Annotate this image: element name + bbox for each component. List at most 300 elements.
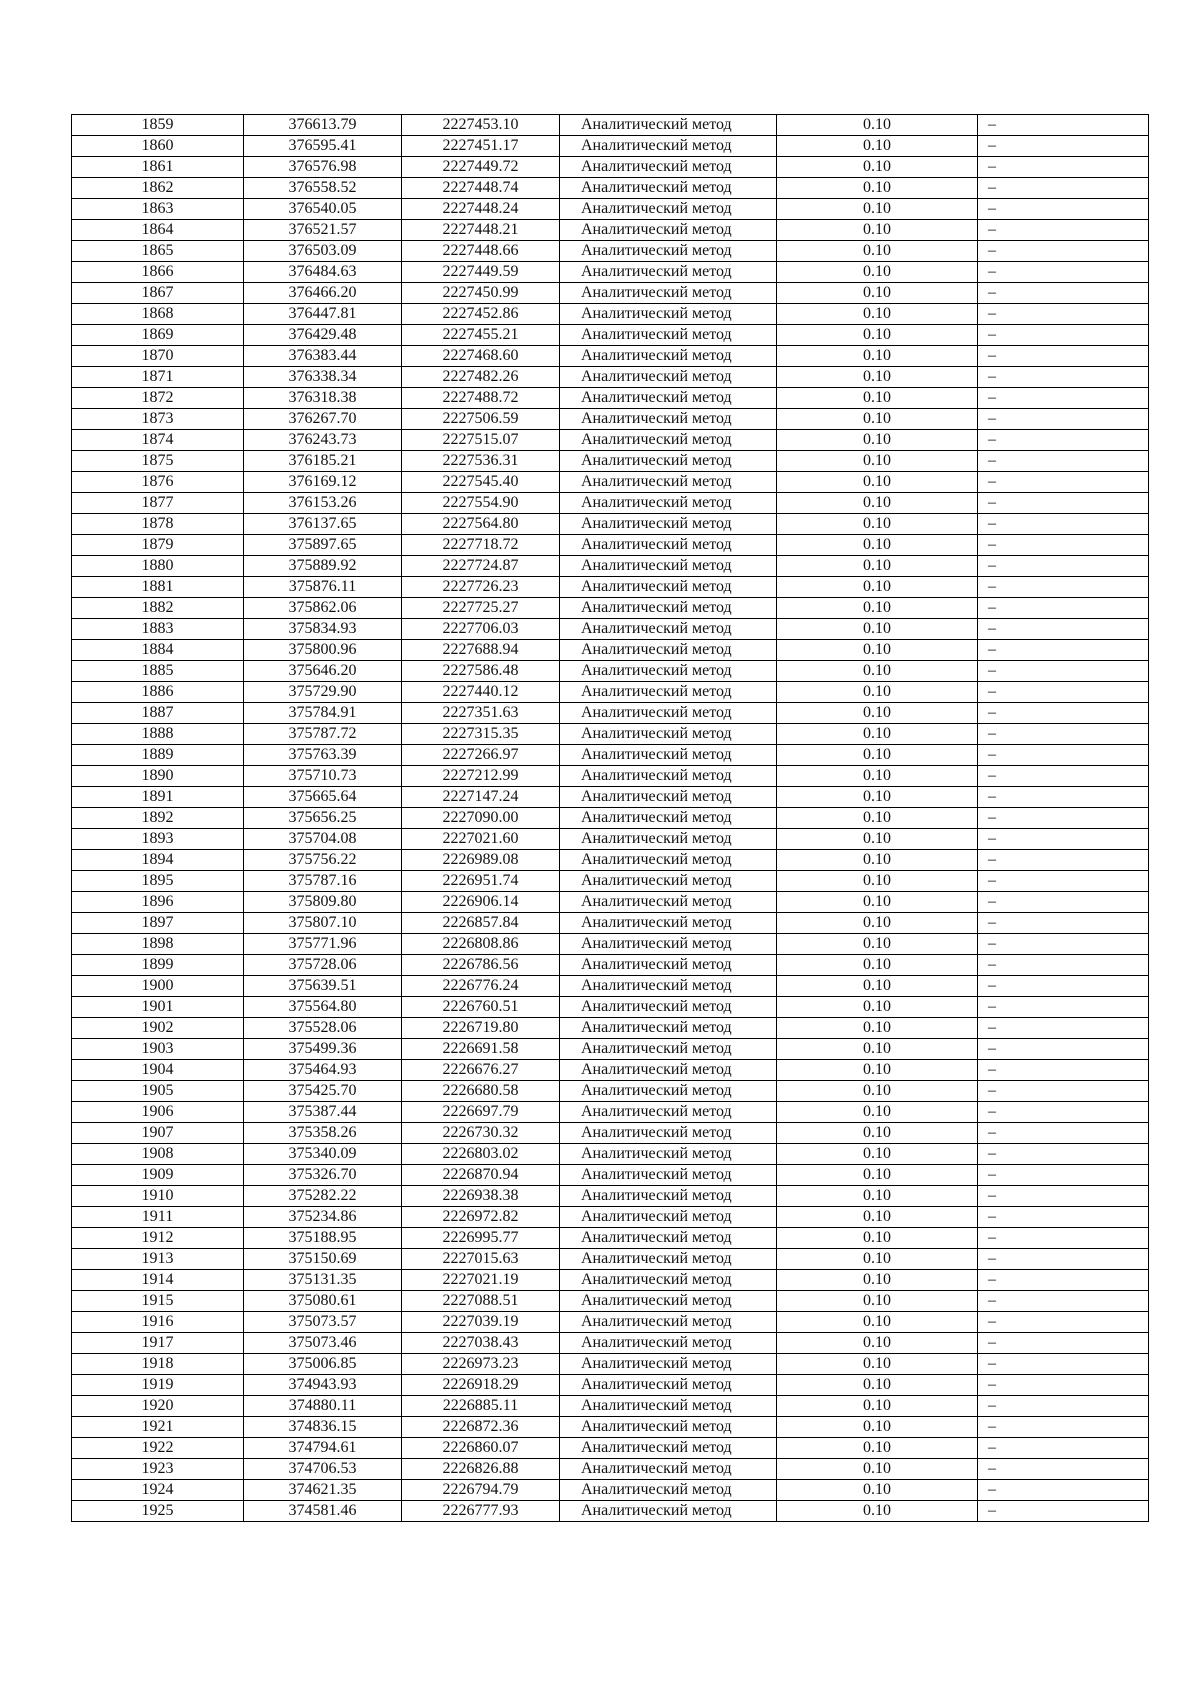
point-number-cell: 1903 bbox=[72, 1039, 244, 1060]
note-cell: – bbox=[978, 1291, 1149, 1312]
method-cell: Аналитический метод bbox=[560, 304, 777, 325]
table-row bbox=[72, 913, 1149, 934]
method-cell: Аналитический метод bbox=[560, 1123, 777, 1144]
y-coordinate-cell: 2226973.23 bbox=[402, 1354, 560, 1375]
table-row bbox=[72, 241, 1149, 262]
note-cell: – bbox=[978, 1396, 1149, 1417]
x-coordinate-cell: 374836.15 bbox=[244, 1417, 402, 1438]
note-cell: – bbox=[978, 472, 1149, 493]
x-coordinate-cell: 374621.35 bbox=[244, 1480, 402, 1501]
point-number-cell: 1859 bbox=[72, 115, 244, 136]
table-row bbox=[72, 1144, 1149, 1165]
accuracy-cell: 0.10 bbox=[777, 430, 978, 451]
y-coordinate-cell: 2227718.72 bbox=[402, 535, 560, 556]
table-row bbox=[72, 220, 1149, 241]
y-coordinate-cell: 2227726.23 bbox=[402, 577, 560, 598]
y-coordinate-cell: 2227724.87 bbox=[402, 556, 560, 577]
accuracy-cell: 0.10 bbox=[777, 1417, 978, 1438]
point-number-cell: 1873 bbox=[72, 409, 244, 430]
x-coordinate-cell: 375729.90 bbox=[244, 682, 402, 703]
method-cell: Аналитический метод bbox=[560, 199, 777, 220]
method-cell: Аналитический метод bbox=[560, 1270, 777, 1291]
point-number-cell: 1913 bbox=[72, 1249, 244, 1270]
accuracy-cell: 0.10 bbox=[777, 997, 978, 1018]
table-row bbox=[72, 661, 1149, 682]
x-coordinate-cell: 375282.22 bbox=[244, 1186, 402, 1207]
x-coordinate-cell: 374794.61 bbox=[244, 1438, 402, 1459]
method-cell: Аналитический метод bbox=[560, 1039, 777, 1060]
note-cell: – bbox=[978, 703, 1149, 724]
note-cell: – bbox=[978, 304, 1149, 325]
y-coordinate-cell: 2227212.99 bbox=[402, 766, 560, 787]
accuracy-cell: 0.10 bbox=[777, 640, 978, 661]
accuracy-cell: 0.10 bbox=[777, 934, 978, 955]
accuracy-cell: 0.10 bbox=[777, 1396, 978, 1417]
y-coordinate-cell: 2227453.10 bbox=[402, 115, 560, 136]
accuracy-cell: 0.10 bbox=[777, 577, 978, 598]
accuracy-cell: 0.10 bbox=[777, 409, 978, 430]
x-coordinate-cell: 375862.06 bbox=[244, 598, 402, 619]
table-row bbox=[72, 703, 1149, 724]
y-coordinate-cell: 2227147.24 bbox=[402, 787, 560, 808]
table-body bbox=[72, 115, 1149, 1522]
method-cell: Аналитический метод bbox=[560, 1018, 777, 1039]
table-row bbox=[72, 1459, 1149, 1480]
point-number-cell: 1876 bbox=[72, 472, 244, 493]
method-cell: Аналитический метод bbox=[560, 640, 777, 661]
method-cell: Аналитический метод bbox=[560, 787, 777, 808]
method-cell: Аналитический метод bbox=[560, 556, 777, 577]
accuracy-cell: 0.10 bbox=[777, 493, 978, 514]
accuracy-cell: 0.10 bbox=[777, 304, 978, 325]
method-cell: Аналитический метод bbox=[560, 1417, 777, 1438]
table-row bbox=[72, 850, 1149, 871]
y-coordinate-cell: 2227688.94 bbox=[402, 640, 560, 661]
x-coordinate-cell: 376383.44 bbox=[244, 346, 402, 367]
y-coordinate-cell: 2227468.60 bbox=[402, 346, 560, 367]
table-row bbox=[72, 304, 1149, 325]
accuracy-cell: 0.10 bbox=[777, 619, 978, 640]
note-cell: – bbox=[978, 1312, 1149, 1333]
note-cell: – bbox=[978, 514, 1149, 535]
accuracy-cell: 0.10 bbox=[777, 115, 978, 136]
point-number-cell: 1916 bbox=[72, 1312, 244, 1333]
note-cell: – bbox=[978, 1438, 1149, 1459]
note-cell: – bbox=[978, 346, 1149, 367]
method-cell: Аналитический метод bbox=[560, 1081, 777, 1102]
accuracy-cell: 0.10 bbox=[777, 1312, 978, 1333]
method-cell: Аналитический метод bbox=[560, 1165, 777, 1186]
note-cell: – bbox=[978, 745, 1149, 766]
table-row bbox=[72, 1249, 1149, 1270]
point-number-cell: 1906 bbox=[72, 1102, 244, 1123]
note-cell: – bbox=[978, 955, 1149, 976]
note-cell: – bbox=[978, 661, 1149, 682]
note-cell: – bbox=[978, 787, 1149, 808]
point-number-cell: 1878 bbox=[72, 514, 244, 535]
table-row bbox=[72, 997, 1149, 1018]
point-number-cell: 1888 bbox=[72, 724, 244, 745]
x-coordinate-cell: 375889.92 bbox=[244, 556, 402, 577]
accuracy-cell: 0.10 bbox=[777, 220, 978, 241]
y-coordinate-cell: 2227266.97 bbox=[402, 745, 560, 766]
method-cell: Аналитический метод bbox=[560, 1144, 777, 1165]
method-cell: Аналитический метод bbox=[560, 1354, 777, 1375]
method-cell: Аналитический метод bbox=[560, 157, 777, 178]
method-cell: Аналитический метод bbox=[560, 619, 777, 640]
x-coordinate-cell: 375073.57 bbox=[244, 1312, 402, 1333]
x-coordinate-cell: 376185.21 bbox=[244, 451, 402, 472]
point-number-cell: 1902 bbox=[72, 1018, 244, 1039]
accuracy-cell: 0.10 bbox=[777, 892, 978, 913]
point-number-cell: 1923 bbox=[72, 1459, 244, 1480]
y-coordinate-cell: 2227515.07 bbox=[402, 430, 560, 451]
table-row bbox=[72, 745, 1149, 766]
point-number-cell: 1896 bbox=[72, 892, 244, 913]
point-number-cell: 1925 bbox=[72, 1501, 244, 1522]
note-cell: – bbox=[978, 1102, 1149, 1123]
point-number-cell: 1918 bbox=[72, 1354, 244, 1375]
y-coordinate-cell: 2227554.90 bbox=[402, 493, 560, 514]
method-cell: Аналитический метод bbox=[560, 535, 777, 556]
x-coordinate-cell: 375809.80 bbox=[244, 892, 402, 913]
table-row bbox=[72, 1186, 1149, 1207]
x-coordinate-cell: 376521.57 bbox=[244, 220, 402, 241]
method-cell: Аналитический метод bbox=[560, 388, 777, 409]
x-coordinate-cell: 376576.98 bbox=[244, 157, 402, 178]
point-number-cell: 1894 bbox=[72, 850, 244, 871]
accuracy-cell: 0.10 bbox=[777, 787, 978, 808]
accuracy-cell: 0.10 bbox=[777, 1207, 978, 1228]
method-cell: Аналитический метод bbox=[560, 997, 777, 1018]
accuracy-cell: 0.10 bbox=[777, 241, 978, 262]
point-number-cell: 1904 bbox=[72, 1060, 244, 1081]
note-cell: – bbox=[978, 1354, 1149, 1375]
accuracy-cell: 0.10 bbox=[777, 1165, 978, 1186]
accuracy-cell: 0.10 bbox=[777, 976, 978, 997]
point-number-cell: 1861 bbox=[72, 157, 244, 178]
table-row bbox=[72, 808, 1149, 829]
table-row bbox=[72, 472, 1149, 493]
x-coordinate-cell: 376267.70 bbox=[244, 409, 402, 430]
table-row bbox=[72, 325, 1149, 346]
note-cell: – bbox=[978, 556, 1149, 577]
x-coordinate-cell: 375528.06 bbox=[244, 1018, 402, 1039]
note-cell: – bbox=[978, 934, 1149, 955]
point-number-cell: 1899 bbox=[72, 955, 244, 976]
y-coordinate-cell: 2227448.21 bbox=[402, 220, 560, 241]
accuracy-cell: 0.10 bbox=[777, 703, 978, 724]
accuracy-cell: 0.10 bbox=[777, 346, 978, 367]
method-cell: Аналитический метод bbox=[560, 283, 777, 304]
table-row bbox=[72, 1417, 1149, 1438]
x-coordinate-cell: 375234.86 bbox=[244, 1207, 402, 1228]
table-row bbox=[72, 451, 1149, 472]
method-cell: Аналитический метод bbox=[560, 514, 777, 535]
accuracy-cell: 0.10 bbox=[777, 1144, 978, 1165]
y-coordinate-cell: 2226860.07 bbox=[402, 1438, 560, 1459]
accuracy-cell: 0.10 bbox=[777, 262, 978, 283]
point-number-cell: 1883 bbox=[72, 619, 244, 640]
accuracy-cell: 0.10 bbox=[777, 283, 978, 304]
x-coordinate-cell: 375787.16 bbox=[244, 871, 402, 892]
note-cell: – bbox=[978, 997, 1149, 1018]
x-coordinate-cell: 375834.93 bbox=[244, 619, 402, 640]
y-coordinate-cell: 2226676.27 bbox=[402, 1060, 560, 1081]
y-coordinate-cell: 2227725.27 bbox=[402, 598, 560, 619]
note-cell: – bbox=[978, 1123, 1149, 1144]
table-row bbox=[72, 1312, 1149, 1333]
accuracy-cell: 0.10 bbox=[777, 913, 978, 934]
note-cell: – bbox=[978, 1249, 1149, 1270]
x-coordinate-cell: 375807.10 bbox=[244, 913, 402, 934]
point-number-cell: 1889 bbox=[72, 745, 244, 766]
x-coordinate-cell: 376137.65 bbox=[244, 514, 402, 535]
accuracy-cell: 0.10 bbox=[777, 1018, 978, 1039]
note-cell: – bbox=[978, 262, 1149, 283]
x-coordinate-cell: 375358.26 bbox=[244, 1123, 402, 1144]
y-coordinate-cell: 2226691.58 bbox=[402, 1039, 560, 1060]
table-row bbox=[72, 766, 1149, 787]
method-cell: Аналитический метод bbox=[560, 262, 777, 283]
accuracy-cell: 0.10 bbox=[777, 388, 978, 409]
accuracy-cell: 0.10 bbox=[777, 1480, 978, 1501]
method-cell: Аналитический метод bbox=[560, 703, 777, 724]
note-cell: – bbox=[978, 430, 1149, 451]
x-coordinate-cell: 375006.85 bbox=[244, 1354, 402, 1375]
point-number-cell: 1907 bbox=[72, 1123, 244, 1144]
y-coordinate-cell: 2226885.11 bbox=[402, 1396, 560, 1417]
note-cell: – bbox=[978, 892, 1149, 913]
method-cell: Аналитический метод bbox=[560, 346, 777, 367]
accuracy-cell: 0.10 bbox=[777, 1354, 978, 1375]
point-number-cell: 1905 bbox=[72, 1081, 244, 1102]
x-coordinate-cell: 375131.35 bbox=[244, 1270, 402, 1291]
note-cell: – bbox=[978, 1333, 1149, 1354]
note-cell: – bbox=[978, 451, 1149, 472]
y-coordinate-cell: 2226803.02 bbox=[402, 1144, 560, 1165]
accuracy-cell: 0.10 bbox=[777, 1501, 978, 1522]
table-row bbox=[72, 1207, 1149, 1228]
point-number-cell: 1880 bbox=[72, 556, 244, 577]
method-cell: Аналитический метод bbox=[560, 577, 777, 598]
x-coordinate-cell: 375464.93 bbox=[244, 1060, 402, 1081]
accuracy-cell: 0.10 bbox=[777, 808, 978, 829]
y-coordinate-cell: 2227448.66 bbox=[402, 241, 560, 262]
y-coordinate-cell: 2227015.63 bbox=[402, 1249, 560, 1270]
accuracy-cell: 0.10 bbox=[777, 1333, 978, 1354]
method-cell: Аналитический метод bbox=[560, 241, 777, 262]
point-number-cell: 1866 bbox=[72, 262, 244, 283]
table-row bbox=[72, 430, 1149, 451]
y-coordinate-cell: 2226995.77 bbox=[402, 1228, 560, 1249]
accuracy-cell: 0.10 bbox=[777, 661, 978, 682]
x-coordinate-cell: 375340.09 bbox=[244, 1144, 402, 1165]
accuracy-cell: 0.10 bbox=[777, 829, 978, 850]
x-coordinate-cell: 375564.80 bbox=[244, 997, 402, 1018]
point-number-cell: 1863 bbox=[72, 199, 244, 220]
note-cell: – bbox=[978, 1501, 1149, 1522]
table-row bbox=[72, 493, 1149, 514]
y-coordinate-cell: 2226730.32 bbox=[402, 1123, 560, 1144]
table-row bbox=[72, 1396, 1149, 1417]
y-coordinate-cell: 2227545.40 bbox=[402, 472, 560, 493]
table-row bbox=[72, 724, 1149, 745]
x-coordinate-cell: 376243.73 bbox=[244, 430, 402, 451]
method-cell: Аналитический метод bbox=[560, 766, 777, 787]
accuracy-cell: 0.10 bbox=[777, 367, 978, 388]
note-cell: – bbox=[978, 913, 1149, 934]
table-row bbox=[72, 136, 1149, 157]
note-cell: – bbox=[978, 241, 1149, 262]
accuracy-cell: 0.10 bbox=[777, 850, 978, 871]
method-cell: Аналитический метод bbox=[560, 682, 777, 703]
point-number-cell: 1881 bbox=[72, 577, 244, 598]
y-coordinate-cell: 2226776.24 bbox=[402, 976, 560, 997]
table-row bbox=[72, 1333, 1149, 1354]
accuracy-cell: 0.10 bbox=[777, 1438, 978, 1459]
note-cell: – bbox=[978, 766, 1149, 787]
y-coordinate-cell: 2226918.29 bbox=[402, 1375, 560, 1396]
y-coordinate-cell: 2226786.56 bbox=[402, 955, 560, 976]
method-cell: Аналитический метод bbox=[560, 1060, 777, 1081]
point-number-cell: 1870 bbox=[72, 346, 244, 367]
note-cell: – bbox=[978, 1081, 1149, 1102]
x-coordinate-cell: 376466.20 bbox=[244, 283, 402, 304]
y-coordinate-cell: 2227440.12 bbox=[402, 682, 560, 703]
y-coordinate-cell: 2227482.26 bbox=[402, 367, 560, 388]
coordinates-table bbox=[71, 114, 1149, 1522]
table-row bbox=[72, 157, 1149, 178]
note-cell: – bbox=[978, 808, 1149, 829]
y-coordinate-cell: 2227090.00 bbox=[402, 808, 560, 829]
point-number-cell: 1875 bbox=[72, 451, 244, 472]
note-cell: – bbox=[978, 1018, 1149, 1039]
note-cell: – bbox=[978, 1480, 1149, 1501]
point-number-cell: 1910 bbox=[72, 1186, 244, 1207]
x-coordinate-cell: 375150.69 bbox=[244, 1249, 402, 1270]
x-coordinate-cell: 375704.08 bbox=[244, 829, 402, 850]
x-coordinate-cell: 375728.06 bbox=[244, 955, 402, 976]
table-row bbox=[72, 682, 1149, 703]
accuracy-cell: 0.10 bbox=[777, 325, 978, 346]
y-coordinate-cell: 2227315.35 bbox=[402, 724, 560, 745]
point-number-cell: 1864 bbox=[72, 220, 244, 241]
table-row bbox=[72, 976, 1149, 997]
note-cell: – bbox=[978, 871, 1149, 892]
point-number-cell: 1879 bbox=[72, 535, 244, 556]
note-cell: – bbox=[978, 325, 1149, 346]
point-number-cell: 1917 bbox=[72, 1333, 244, 1354]
x-coordinate-cell: 375771.96 bbox=[244, 934, 402, 955]
table-row bbox=[72, 1438, 1149, 1459]
accuracy-cell: 0.10 bbox=[777, 1228, 978, 1249]
table-row bbox=[72, 1291, 1149, 1312]
note-cell: – bbox=[978, 640, 1149, 661]
y-coordinate-cell: 2227021.60 bbox=[402, 829, 560, 850]
note-cell: – bbox=[978, 1144, 1149, 1165]
x-coordinate-cell: 376338.34 bbox=[244, 367, 402, 388]
table-row bbox=[72, 1102, 1149, 1123]
y-coordinate-cell: 2227351.63 bbox=[402, 703, 560, 724]
method-cell: Аналитический метод bbox=[560, 409, 777, 430]
table-row bbox=[72, 829, 1149, 850]
point-number-cell: 1901 bbox=[72, 997, 244, 1018]
y-coordinate-cell: 2226760.51 bbox=[402, 997, 560, 1018]
point-number-cell: 1862 bbox=[72, 178, 244, 199]
method-cell: Аналитический метод bbox=[560, 1249, 777, 1270]
y-coordinate-cell: 2226719.80 bbox=[402, 1018, 560, 1039]
method-cell: Аналитический метод bbox=[560, 1438, 777, 1459]
y-coordinate-cell: 2227038.43 bbox=[402, 1333, 560, 1354]
table-row bbox=[72, 892, 1149, 913]
y-coordinate-cell: 2227449.72 bbox=[402, 157, 560, 178]
point-number-cell: 1908 bbox=[72, 1144, 244, 1165]
table-row bbox=[72, 871, 1149, 892]
point-number-cell: 1900 bbox=[72, 976, 244, 997]
note-cell: – bbox=[978, 1207, 1149, 1228]
y-coordinate-cell: 2227450.99 bbox=[402, 283, 560, 304]
table-row bbox=[72, 1165, 1149, 1186]
point-number-cell: 1892 bbox=[72, 808, 244, 829]
table-row bbox=[72, 577, 1149, 598]
table-row bbox=[72, 1039, 1149, 1060]
method-cell: Аналитический метод bbox=[560, 829, 777, 850]
accuracy-cell: 0.10 bbox=[777, 871, 978, 892]
method-cell: Аналитический метод bbox=[560, 115, 777, 136]
method-cell: Аналитический метод bbox=[560, 745, 777, 766]
x-coordinate-cell: 375656.25 bbox=[244, 808, 402, 829]
method-cell: Аналитический метод bbox=[560, 1291, 777, 1312]
accuracy-cell: 0.10 bbox=[777, 1291, 978, 1312]
accuracy-cell: 0.10 bbox=[777, 682, 978, 703]
accuracy-cell: 0.10 bbox=[777, 157, 978, 178]
x-coordinate-cell: 374706.53 bbox=[244, 1459, 402, 1480]
x-coordinate-cell: 375710.73 bbox=[244, 766, 402, 787]
note-cell: – bbox=[978, 1375, 1149, 1396]
table-row bbox=[72, 514, 1149, 535]
point-number-cell: 1872 bbox=[72, 388, 244, 409]
accuracy-cell: 0.10 bbox=[777, 535, 978, 556]
x-coordinate-cell: 376429.48 bbox=[244, 325, 402, 346]
note-cell: – bbox=[978, 682, 1149, 703]
accuracy-cell: 0.10 bbox=[777, 1060, 978, 1081]
method-cell: Аналитический метод bbox=[560, 136, 777, 157]
y-coordinate-cell: 2226857.84 bbox=[402, 913, 560, 934]
accuracy-cell: 0.10 bbox=[777, 1249, 978, 1270]
note-cell: – bbox=[978, 598, 1149, 619]
point-number-cell: 1885 bbox=[72, 661, 244, 682]
x-coordinate-cell: 375646.20 bbox=[244, 661, 402, 682]
note-cell: – bbox=[978, 115, 1149, 136]
table-row bbox=[72, 262, 1149, 283]
y-coordinate-cell: 2226794.79 bbox=[402, 1480, 560, 1501]
y-coordinate-cell: 2227506.59 bbox=[402, 409, 560, 430]
table-row bbox=[72, 556, 1149, 577]
y-coordinate-cell: 2226680.58 bbox=[402, 1081, 560, 1102]
x-coordinate-cell: 375665.64 bbox=[244, 787, 402, 808]
point-number-cell: 1882 bbox=[72, 598, 244, 619]
note-cell: – bbox=[978, 1417, 1149, 1438]
method-cell: Аналитический метод bbox=[560, 1186, 777, 1207]
method-cell: Аналитический метод bbox=[560, 892, 777, 913]
method-cell: Аналитический метод bbox=[560, 1396, 777, 1417]
method-cell: Аналитический метод bbox=[560, 808, 777, 829]
point-number-cell: 1869 bbox=[72, 325, 244, 346]
y-coordinate-cell: 2226697.79 bbox=[402, 1102, 560, 1123]
method-cell: Аналитический метод bbox=[560, 934, 777, 955]
x-coordinate-cell: 375784.91 bbox=[244, 703, 402, 724]
